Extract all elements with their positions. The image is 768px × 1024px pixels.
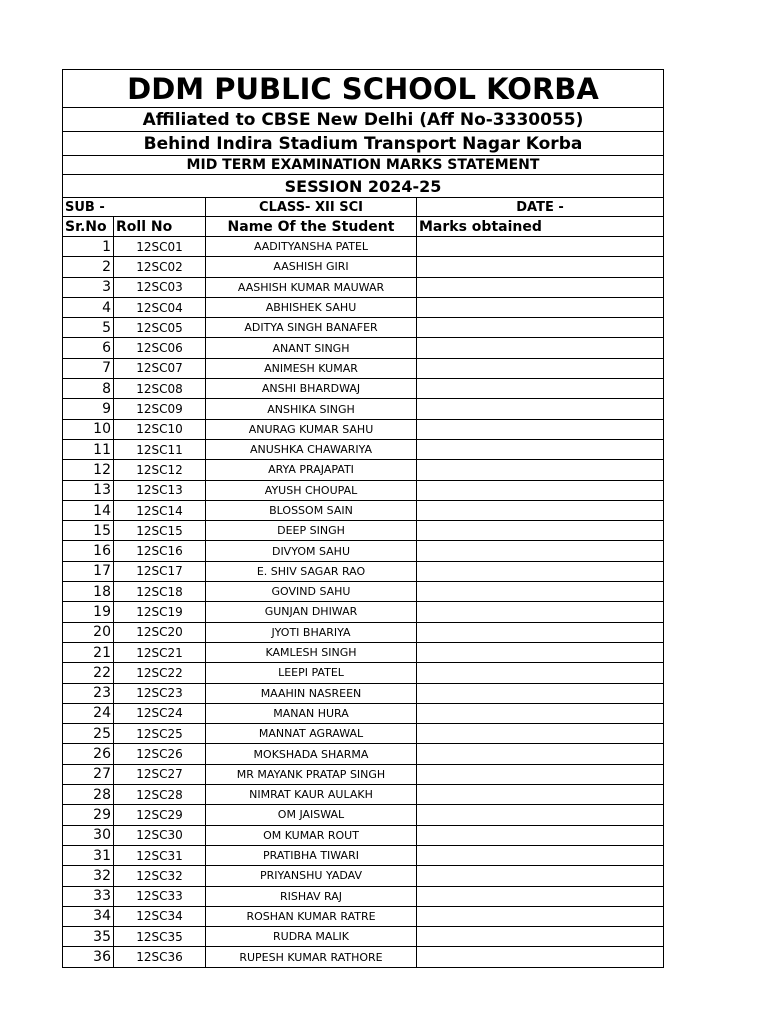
marks-cell[interactable] bbox=[417, 439, 664, 459]
table-row bbox=[63, 439, 664, 459]
sr-no-cell: 6 bbox=[63, 338, 114, 358]
roll-no-cell: 12SC24 bbox=[114, 703, 206, 723]
roll-no-cell: 12SC31 bbox=[114, 845, 206, 865]
roll-no-cell: 12SC27 bbox=[114, 764, 206, 784]
marks-cell[interactable] bbox=[417, 318, 664, 338]
marks-cell[interactable] bbox=[417, 297, 664, 317]
sr-no-cell: 10 bbox=[63, 419, 114, 439]
table-row bbox=[63, 277, 664, 297]
roll-no-cell: 12SC26 bbox=[114, 744, 206, 764]
roll-no-cell: 12SC15 bbox=[114, 521, 206, 541]
student-name-cell: E. SHIV SAGAR RAO bbox=[206, 561, 417, 581]
sr-no-cell: 15 bbox=[63, 521, 114, 541]
roll-no-cell: 12SC14 bbox=[114, 500, 206, 520]
affiliation-line: Affiliated to CBSE New Delhi (Aff No-3330055) bbox=[63, 108, 664, 132]
table-row bbox=[63, 602, 664, 622]
table-row bbox=[63, 237, 664, 257]
student-name-cell: ABHISHEK SAHU bbox=[206, 297, 417, 317]
table-row bbox=[63, 703, 664, 723]
table-row bbox=[63, 785, 664, 805]
student-name-cell: OM KUMAR ROUT bbox=[206, 825, 417, 845]
marks-cell[interactable] bbox=[417, 947, 664, 967]
marks-cell[interactable] bbox=[417, 541, 664, 561]
student-name-cell: ANANT SINGH bbox=[206, 338, 417, 358]
roll-no-cell: 12SC19 bbox=[114, 602, 206, 622]
student-name-cell: ANURAG KUMAR SAHU bbox=[206, 419, 417, 439]
sr-no-cell: 28 bbox=[63, 785, 114, 805]
student-name-cell: DIVYOM SAHU bbox=[206, 541, 417, 561]
student-name-cell: RUDRA MALIK bbox=[206, 927, 417, 947]
table-row bbox=[63, 744, 664, 764]
marks-cell[interactable] bbox=[417, 866, 664, 886]
roll-no-cell: 12SC06 bbox=[114, 338, 206, 358]
sr-no-cell: 35 bbox=[63, 927, 114, 947]
table-row bbox=[63, 764, 664, 784]
student-name-cell: MR MAYANK PRATAP SINGH bbox=[206, 764, 417, 784]
marks-cell[interactable] bbox=[417, 237, 664, 257]
student-name-cell: RISHAV RAJ bbox=[206, 886, 417, 906]
marks-cell[interactable] bbox=[417, 379, 664, 399]
marks-cell[interactable] bbox=[417, 582, 664, 602]
roll-no-cell: 12SC34 bbox=[114, 906, 206, 926]
sr-no-cell: 27 bbox=[63, 764, 114, 784]
table-row bbox=[63, 663, 664, 683]
sr-no-cell: 12 bbox=[63, 460, 114, 480]
student-name-cell: GOVIND SAHU bbox=[206, 582, 417, 602]
col-header-roll-no: Roll No bbox=[114, 217, 206, 237]
student-name-cell: MANNAT AGRAWAL bbox=[206, 724, 417, 744]
roll-no-cell: 12SC10 bbox=[114, 419, 206, 439]
marks-cell[interactable] bbox=[417, 399, 664, 419]
sr-no-cell: 31 bbox=[63, 845, 114, 865]
marks-cell[interactable] bbox=[417, 845, 664, 865]
sr-no-cell: 7 bbox=[63, 358, 114, 378]
table-row bbox=[63, 379, 664, 399]
student-name-cell: ROSHAN KUMAR RATRE bbox=[206, 906, 417, 926]
marks-cell[interactable] bbox=[417, 602, 664, 622]
table-row bbox=[63, 927, 664, 947]
table-row bbox=[63, 582, 664, 602]
marks-cell[interactable] bbox=[417, 277, 664, 297]
address-line: Behind Indira Stadium Transport Nagar Korba bbox=[63, 132, 664, 156]
student-name-cell: DEEP SINGH bbox=[206, 521, 417, 541]
student-name-cell: MOKSHADA SHARMA bbox=[206, 744, 417, 764]
sr-no-cell: 36 bbox=[63, 947, 114, 967]
student-name-cell: ARYA PRAJAPATI bbox=[206, 460, 417, 480]
student-name-cell: AASHISH KUMAR MAUWAR bbox=[206, 277, 417, 297]
col-header-marks: Marks obtained bbox=[417, 217, 664, 237]
roll-no-cell: 12SC30 bbox=[114, 825, 206, 845]
roll-no-cell: 12SC17 bbox=[114, 561, 206, 581]
roll-no-cell: 12SC25 bbox=[114, 724, 206, 744]
sr-no-cell: 17 bbox=[63, 561, 114, 581]
marks-cell[interactable] bbox=[417, 703, 664, 723]
student-name-cell: PRIYANSHU YADAV bbox=[206, 866, 417, 886]
sr-no-cell: 4 bbox=[63, 297, 114, 317]
sr-no-cell: 23 bbox=[63, 683, 114, 703]
roll-no-cell: 12SC23 bbox=[114, 683, 206, 703]
table-row bbox=[63, 500, 664, 520]
marks-cell[interactable] bbox=[417, 257, 664, 277]
student-name-cell: AASHISH GIRI bbox=[206, 257, 417, 277]
sr-no-cell: 11 bbox=[63, 439, 114, 459]
marks-cell[interactable] bbox=[417, 460, 664, 480]
table-row bbox=[63, 338, 664, 358]
col-header-sr-no: Sr.No bbox=[63, 217, 114, 237]
table-row bbox=[63, 845, 664, 865]
marks-statement-sheet bbox=[62, 69, 663, 968]
sr-no-cell: 18 bbox=[63, 582, 114, 602]
roll-no-cell: 12SC32 bbox=[114, 866, 206, 886]
roll-no-cell: 12SC13 bbox=[114, 480, 206, 500]
student-name-cell: ANSHIKA SINGH bbox=[206, 399, 417, 419]
roll-no-cell: 12SC29 bbox=[114, 805, 206, 825]
sr-no-cell: 24 bbox=[63, 703, 114, 723]
marks-cell[interactable] bbox=[417, 683, 664, 703]
sr-no-cell: 30 bbox=[63, 825, 114, 845]
roll-no-cell: 12SC12 bbox=[114, 460, 206, 480]
marks-cell[interactable] bbox=[417, 358, 664, 378]
student-name-cell: MANAN HURA bbox=[206, 703, 417, 723]
sr-no-cell: 34 bbox=[63, 906, 114, 926]
student-name-cell: LEEPI PATEL bbox=[206, 663, 417, 683]
marks-cell[interactable] bbox=[417, 764, 664, 784]
class-label: CLASS- XII SCI bbox=[206, 198, 417, 217]
table-row bbox=[63, 561, 664, 581]
table-row bbox=[63, 683, 664, 703]
table-row bbox=[63, 947, 664, 967]
table-row bbox=[63, 724, 664, 744]
marks-cell[interactable] bbox=[417, 744, 664, 764]
student-name-cell: ANIMESH KUMAR bbox=[206, 358, 417, 378]
sr-no-cell: 1 bbox=[63, 237, 114, 257]
table-row bbox=[63, 460, 664, 480]
marks-cell[interactable] bbox=[417, 622, 664, 642]
sr-no-cell: 9 bbox=[63, 399, 114, 419]
sr-no-cell: 33 bbox=[63, 886, 114, 906]
sr-no-cell: 22 bbox=[63, 663, 114, 683]
marks-cell[interactable] bbox=[417, 805, 664, 825]
roll-no-cell: 12SC35 bbox=[114, 927, 206, 947]
sr-no-cell: 8 bbox=[63, 379, 114, 399]
roll-no-cell: 12SC08 bbox=[114, 379, 206, 399]
table-row bbox=[63, 399, 664, 419]
roll-no-cell: 12SC28 bbox=[114, 785, 206, 805]
student-name-cell: MAAHIN NASREEN bbox=[206, 683, 417, 703]
sr-no-cell: 2 bbox=[63, 257, 114, 277]
marks-cell[interactable] bbox=[417, 642, 664, 662]
sr-no-cell: 16 bbox=[63, 541, 114, 561]
student-name-cell: NIMRAT KAUR AULAKH bbox=[206, 785, 417, 805]
table-row bbox=[63, 825, 664, 845]
student-name-cell: JYOTI BHARIYA bbox=[206, 622, 417, 642]
student-name-cell: PRATIBHA TIWARI bbox=[206, 845, 417, 865]
student-name-cell: GUNJAN DHIWAR bbox=[206, 602, 417, 622]
sr-no-cell: 3 bbox=[63, 277, 114, 297]
table-row bbox=[63, 541, 664, 561]
table-row bbox=[63, 257, 664, 277]
sr-no-cell: 13 bbox=[63, 480, 114, 500]
table-row bbox=[63, 906, 664, 926]
sr-no-cell: 21 bbox=[63, 642, 114, 662]
roll-no-cell: 12SC02 bbox=[114, 257, 206, 277]
date-label: DATE - bbox=[417, 198, 664, 217]
marks-cell[interactable] bbox=[417, 338, 664, 358]
student-name-cell: ANSHI BHARDWAJ bbox=[206, 379, 417, 399]
table-row bbox=[63, 805, 664, 825]
table-row bbox=[63, 622, 664, 642]
marks-cell[interactable] bbox=[417, 906, 664, 926]
marks-cell[interactable] bbox=[417, 825, 664, 845]
marks-cell[interactable] bbox=[417, 724, 664, 744]
table-row bbox=[63, 866, 664, 886]
marks-cell[interactable] bbox=[417, 480, 664, 500]
table-row bbox=[63, 521, 664, 541]
sr-no-cell: 32 bbox=[63, 866, 114, 886]
student-name-cell: OM JAISWAL bbox=[206, 805, 417, 825]
marks-cell[interactable] bbox=[417, 561, 664, 581]
student-name-cell: ADITYA SINGH BANAFER bbox=[206, 318, 417, 338]
table-row bbox=[63, 297, 664, 317]
roll-no-cell: 12SC11 bbox=[114, 439, 206, 459]
sr-no-cell: 20 bbox=[63, 622, 114, 642]
roll-no-cell: 12SC03 bbox=[114, 277, 206, 297]
table-row bbox=[63, 642, 664, 662]
col-header-name: Name Of the Student bbox=[206, 217, 417, 237]
marks-cell[interactable] bbox=[417, 419, 664, 439]
sr-no-cell: 19 bbox=[63, 602, 114, 622]
student-name-cell: KAMLESH SINGH bbox=[206, 642, 417, 662]
marks-cell[interactable] bbox=[417, 785, 664, 805]
student-name-cell: AYUSH CHOUPAL bbox=[206, 480, 417, 500]
sr-no-cell: 14 bbox=[63, 500, 114, 520]
roll-no-cell: 12SC01 bbox=[114, 237, 206, 257]
sr-no-cell: 26 bbox=[63, 744, 114, 764]
marks-cell[interactable] bbox=[417, 521, 664, 541]
session-label: SESSION 2024-25 bbox=[63, 175, 664, 198]
marks-table bbox=[62, 69, 664, 968]
table-row bbox=[63, 480, 664, 500]
roll-no-cell: 12SC36 bbox=[114, 947, 206, 967]
roll-no-cell: 12SC33 bbox=[114, 886, 206, 906]
marks-cell[interactable] bbox=[417, 927, 664, 947]
student-name-cell: AADITYANSHA PATEL bbox=[206, 237, 417, 257]
roll-no-cell: 12SC20 bbox=[114, 622, 206, 642]
roll-no-cell: 12SC09 bbox=[114, 399, 206, 419]
exam-title: MID TERM EXAMINATION MARKS STATEMENT bbox=[63, 156, 664, 175]
table-row bbox=[63, 419, 664, 439]
school-name: DDM PUBLIC SCHOOL KORBA bbox=[63, 70, 664, 108]
roll-no-cell: 12SC18 bbox=[114, 582, 206, 602]
student-name-cell: BLOSSOM SAIN bbox=[206, 500, 417, 520]
roll-no-cell: 12SC05 bbox=[114, 318, 206, 338]
marks-cell[interactable] bbox=[417, 500, 664, 520]
sr-no-cell: 5 bbox=[63, 318, 114, 338]
sr-no-cell: 29 bbox=[63, 805, 114, 825]
table-row bbox=[63, 358, 664, 378]
student-name-cell: ANUSHKA CHAWARIYA bbox=[206, 439, 417, 459]
student-name-cell: RUPESH KUMAR RATHORE bbox=[206, 947, 417, 967]
marks-cell[interactable] bbox=[417, 663, 664, 683]
table-row bbox=[63, 318, 664, 338]
roll-no-cell: 12SC07 bbox=[114, 358, 206, 378]
roll-no-cell: 12SC22 bbox=[114, 663, 206, 683]
roll-no-cell: 12SC16 bbox=[114, 541, 206, 561]
roll-no-cell: 12SC21 bbox=[114, 642, 206, 662]
roll-no-cell: 12SC04 bbox=[114, 297, 206, 317]
marks-cell[interactable] bbox=[417, 886, 664, 906]
sr-no-cell: 25 bbox=[63, 724, 114, 744]
subject-label: SUB - bbox=[63, 198, 206, 217]
table-row bbox=[63, 886, 664, 906]
